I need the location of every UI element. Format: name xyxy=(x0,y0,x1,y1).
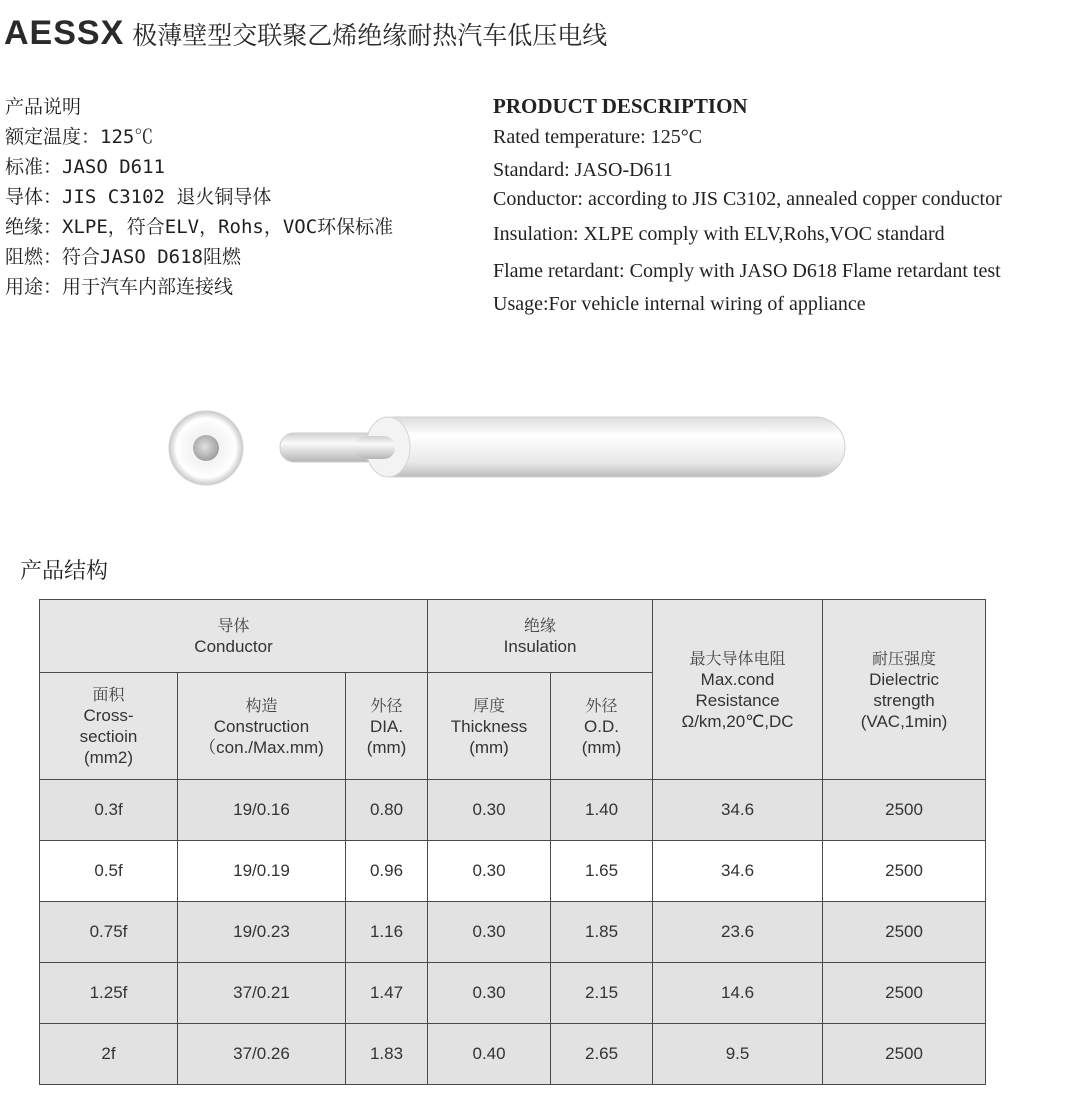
cell-construction: 37/0.21 xyxy=(178,963,346,1024)
cell-dia: 1.83 xyxy=(346,1024,428,1085)
header-dia-zh: 外径 xyxy=(370,695,403,715)
description-en-line: Insulation: XLPE comply with ELV,Rohs,VOC standard xyxy=(493,223,945,245)
header-cross-unit: (mm2) xyxy=(83,748,134,767)
header-thickness-unit: (mm) xyxy=(469,737,509,757)
description-en-line: Conductor: according to JIS C3102, annealed copper conductor xyxy=(493,188,1002,210)
page-title xyxy=(4,14,607,54)
header-thickness-en: Thickness xyxy=(450,716,528,736)
description-en-line: Usage:For vehicle internal wiring of appliance xyxy=(493,293,866,315)
cable-illustration xyxy=(160,400,860,500)
header-dia xyxy=(346,673,428,780)
header-construction-zh: 构造 xyxy=(245,695,278,715)
cell-dia: 1.16 xyxy=(346,902,428,963)
cell-resistance: 34.6 xyxy=(653,841,823,902)
table-row xyxy=(40,841,986,902)
cell-dielectric: 2500 xyxy=(823,841,986,902)
header-conductor xyxy=(40,600,428,673)
description-cn-line: 阻燃：符合JASO D618阻燃 xyxy=(5,246,241,268)
cell-od: 1.65 xyxy=(551,841,653,902)
cell-cross: 2f xyxy=(40,1024,178,1085)
description-cn-line: 额定温度：125℃ xyxy=(5,126,154,148)
header-dielectric-zh: 耐压强度 xyxy=(872,648,937,668)
cell-cross: 0.5f xyxy=(40,841,178,902)
description-en xyxy=(493,92,1002,315)
description-cn xyxy=(5,92,393,302)
description-cn-line: 导体：JIS C3102 退火铜导体 xyxy=(5,186,272,208)
description-cn-line: 绝缘：XLPE，符合ELV，Rohs，VOC环保标准 xyxy=(5,216,394,238)
cell-dielectric: 2500 xyxy=(823,780,986,841)
header-insulation-en: Insulation xyxy=(503,637,577,656)
cell-cross: 1.25f xyxy=(40,963,178,1024)
cell-thickness: 0.30 xyxy=(428,902,551,963)
header-dia-unit: (mm) xyxy=(366,737,407,757)
header-cross-zh: 面积 xyxy=(92,685,125,704)
cell-resistance: 23.6 xyxy=(653,902,823,963)
header-dielectric xyxy=(823,600,986,780)
cell-od: 2.65 xyxy=(551,1024,653,1085)
header-conductor-en: Conductor xyxy=(194,637,273,656)
header-dielectric-en: strength xyxy=(873,690,935,710)
header-resistance xyxy=(653,600,823,780)
header-resistance-en: Max.cond xyxy=(700,669,775,689)
section-title: 产品结构 xyxy=(20,559,109,584)
header-resistance-unit: Ω/km,20℃,DC xyxy=(681,711,794,731)
cable-side-view xyxy=(280,417,845,477)
table-row xyxy=(40,780,986,841)
description-en-heading: PRODUCT DESCRIPTION xyxy=(493,94,748,118)
product-structure-table xyxy=(39,599,986,1085)
header-dielectric-en: Dielectric xyxy=(869,669,939,689)
cell-od: 2.15 xyxy=(551,963,653,1024)
header-od-en: O.D. xyxy=(584,716,619,736)
description-en-line: Flame retardant: Comply with JASO D618 Flame retardant test xyxy=(493,260,1001,282)
header-od-zh: 外径 xyxy=(585,695,618,715)
header-cross-en: sectioin xyxy=(79,727,138,746)
product-name-cn: 极薄壁型交联聚乙烯绝缘耐热汽车低压电线 xyxy=(132,20,608,50)
table-row xyxy=(40,902,986,963)
header-construction xyxy=(178,673,346,780)
cell-thickness: 0.30 xyxy=(428,963,551,1024)
description-cn-line: 用途：用于汽车内部连接线 xyxy=(5,276,234,298)
header-cross-section xyxy=(40,673,178,780)
header-dielectric-unit: (VAC,1min) xyxy=(860,711,948,731)
cell-resistance: 34.6 xyxy=(653,780,823,841)
cell-od: 1.85 xyxy=(551,902,653,963)
header-insulation-zh: 绝缘 xyxy=(524,616,557,635)
description-cn-line: 标准：JASO D611 xyxy=(5,156,165,178)
header-od xyxy=(551,673,653,780)
header-resistance-zh: 最大导体电阻 xyxy=(689,648,786,668)
header-construction-unit: （con./Max.mm) xyxy=(199,737,324,757)
cell-cross: 0.75f xyxy=(40,902,178,963)
cell-resistance: 14.6 xyxy=(653,963,823,1024)
cell-construction: 19/0.16 xyxy=(178,780,346,841)
cell-cross: 0.3f xyxy=(40,780,178,841)
cell-dielectric: 2500 xyxy=(823,963,986,1024)
cell-thickness: 0.40 xyxy=(428,1024,551,1085)
cell-construction: 37/0.26 xyxy=(178,1024,346,1085)
cell-dia: 0.96 xyxy=(346,841,428,902)
cell-dielectric: 2500 xyxy=(823,1024,986,1085)
header-resistance-en: Resistance xyxy=(695,690,780,710)
cell-dia: 0.80 xyxy=(346,780,428,841)
header-conductor-zh: 导体 xyxy=(217,616,250,635)
description-en-line: Standard: JASO-D611 xyxy=(493,159,673,181)
cell-thickness: 0.30 xyxy=(428,780,551,841)
cell-thickness: 0.30 xyxy=(428,841,551,902)
product-code: AESSX xyxy=(4,14,125,52)
header-construction-en: Construction xyxy=(213,716,310,736)
cell-resistance: 9.5 xyxy=(653,1024,823,1085)
header-thickness xyxy=(428,673,551,780)
table-row xyxy=(40,963,986,1024)
header-od-unit: (mm) xyxy=(581,737,622,757)
cell-construction: 19/0.19 xyxy=(178,841,346,902)
header-thickness-zh: 厚度 xyxy=(473,695,506,715)
cell-od: 1.40 xyxy=(551,780,653,841)
cell-construction: 19/0.23 xyxy=(178,902,346,963)
cell-dielectric: 2500 xyxy=(823,902,986,963)
cable-cross-section xyxy=(169,411,243,485)
header-insulation xyxy=(428,600,653,673)
description-en-line: Rated temperature: 125°C xyxy=(493,126,703,148)
table-row xyxy=(40,1024,986,1085)
description-cn-heading: 产品说明 xyxy=(5,96,82,118)
header-dia-en: DIA. xyxy=(369,716,404,736)
header-cross-en: Cross- xyxy=(83,706,134,725)
cell-dia: 1.47 xyxy=(346,963,428,1024)
